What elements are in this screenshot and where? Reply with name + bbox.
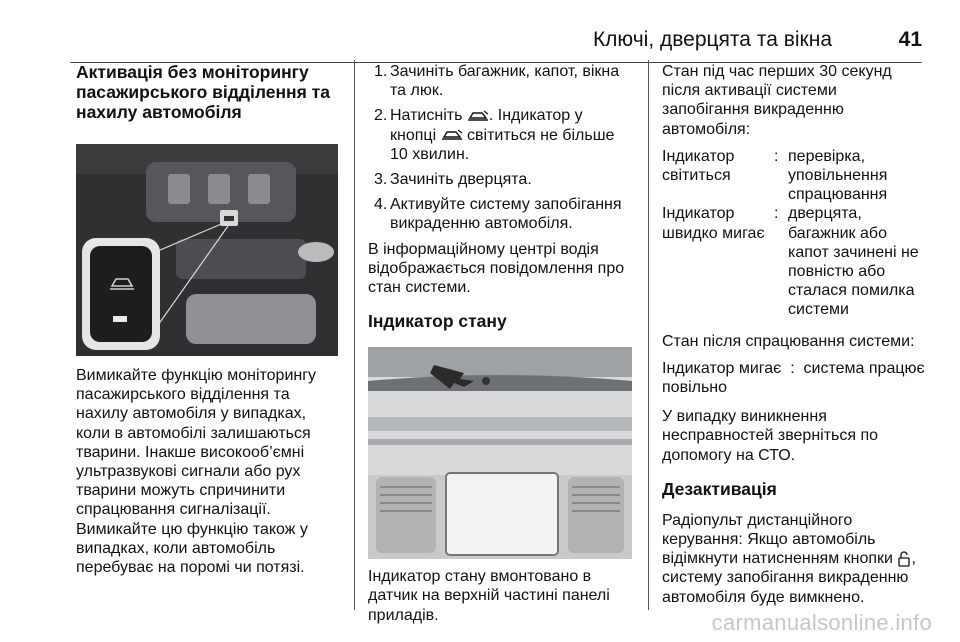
car-tilt-icon [441,128,463,142]
column-divider [648,60,649,610]
dashboard-photo [368,347,632,559]
info-paragraph: В інформаційному центрі водія відображається повідомлення про стан системи. [368,240,625,297]
unlock-icon [897,551,911,567]
after-activation-label: Стан після спрацювання системи: [662,332,915,350]
roof-console-illustration [76,144,338,356]
step-item: 4. Активуйте систему запобігання викраденню автомобіля. [374,196,622,233]
status-intro: Стан під час перших 30 секунд після активації системи запобігання викраденню автомобіля: [662,63,892,138]
header-title: Ключі, дверцята та вікна [592,28,832,51]
figure-caption: Індикатор стану вмонтовано в датчик на верхній частині панелі приладів. [368,568,610,624]
column-middle [368,62,636,625]
status-row: Індикатор швидко мигає : дверцята, багажник або капот зачинені не повністю або сталася помилка системи [662,205,919,319]
column-divider [354,60,355,610]
deactivation-heading: Дезактивація [662,478,777,499]
step-item: 2. Натисніть . Індикатор у кнопці світиться не більше 10 хвилин. [374,107,615,163]
step-item: 1. Зачиніть багажник, капот, вікна та люк. [374,63,620,100]
roof-console-photo [76,144,338,356]
page-header [70,28,922,58]
column-right [662,62,932,607]
deactivation-paragraph: Радіопульт дистанційного керування: Якщо автомобіль відімкнути натисненням кнопки , систему запобігання викраденню автомобіля буде вимкнено. [662,511,916,606]
dashboard-illustration [368,347,632,559]
after-activation-row: Індикатор мигає : система працює повільно [662,359,925,397]
column-left [76,62,346,577]
watermark: carmanualsonline.info [711,610,932,635]
status-row: Індикатор світиться : перевірка, уповільнення спрацювання [662,147,888,204]
steps-list [368,62,636,234]
warning-paragraph: Вимикайте функцію моніторингу пасажирського відділення та нахилу автомобіля у випадках, коли в автомобілі залишаються тварини. Інакше високооб’ємні ультразвукові сигнали або рух тварини можуть спричинити спрацювання сигналізації. Вимикайте цю функцію також у випадках, коли автомобіль перебуває на поромі чи потязі. [76,367,317,577]
section-heading: Активація без моніторингу пасажирського відділення та нахилу автомобіля [76,62,330,122]
subsection-heading: Індикатор стану [368,311,507,332]
car-tilt-icon [467,109,489,123]
page-number: 41 [898,28,922,51]
step-item: 3. Зачиніть дверцята. [374,171,532,189]
fault-paragraph: У випадку виникнення несправностей зверніться по допомогу на СТО. [662,408,879,464]
